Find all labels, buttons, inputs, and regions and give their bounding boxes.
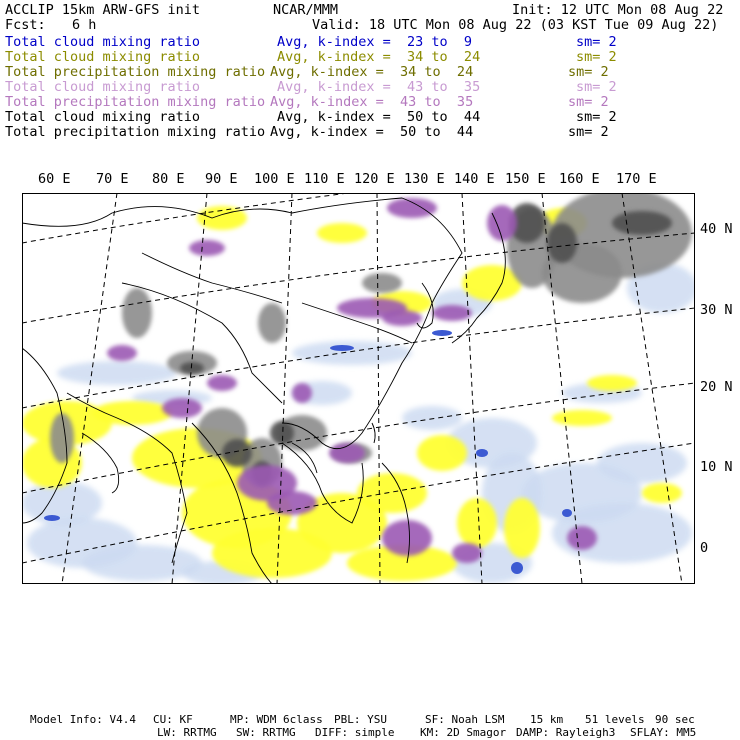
field-smoothing: sm= 2 [576, 109, 617, 125]
lat-label: 10 N [700, 459, 733, 475]
lat-label: 0 [700, 540, 709, 556]
field-range: Avg, k-index = 43 to 35 [270, 94, 474, 110]
lon-label: 70 E [96, 171, 129, 187]
lon-label: 90 E [205, 171, 238, 187]
field-name: Total precipitation mixing ratio [5, 124, 266, 140]
lon-label: 120 E [354, 171, 395, 187]
footer-resolution: 15 km [530, 713, 564, 726]
lon-label: 140 E [454, 171, 495, 187]
footer-km: KM: 2D Smagor [420, 726, 507, 739]
lon-label: 170 E [616, 171, 657, 187]
footer-mp: MP: WDM 6class [230, 713, 323, 726]
field-range: Avg, k-index = 34 to 24 [277, 49, 481, 65]
footer-damp: DAMP: Rayleigh3 [516, 726, 616, 739]
field-name: Total cloud mixing ratio [5, 49, 201, 65]
footer-pbl: PBL: YSU [334, 713, 387, 726]
lon-label: 130 E [404, 171, 445, 187]
field-smoothing: sm= 2 [576, 49, 617, 65]
valid-time: Valid: 18 UTC Mon 08 Aug 22 (03 KST Tue 09 Aug 22) [312, 17, 719, 33]
footer-lw: LW: RRTMG [157, 726, 217, 739]
forecast-label: Fcst: [5, 17, 46, 33]
field-name: Total cloud mixing ratio [5, 79, 201, 95]
field-range: Avg, k-index = 34 to 24 [270, 64, 474, 80]
lon-label: 160 E [559, 171, 600, 187]
field-range: Avg, k-index = 50 to 44 [277, 109, 481, 125]
organization: NCAR/MMM [273, 2, 339, 18]
footer-model-info: Model Info: V4.4 [30, 713, 136, 726]
init-time: Init: 12 UTC Mon 08 Aug 22 [512, 2, 724, 18]
model-title: ACCLIP 15km ARW-GFS init [5, 2, 201, 18]
footer-sw: SW: RRTMG [236, 726, 296, 739]
lat-label: 20 N [700, 379, 733, 395]
field-range: Avg, k-index = 23 to 9 [277, 34, 473, 50]
lon-label: 150 E [505, 171, 546, 187]
footer-timestep: 90 sec [655, 713, 695, 726]
footer-diff: DIFF: simple [315, 726, 395, 739]
forecast-hour: 6 h [72, 17, 97, 33]
field-smoothing: sm= 2 [568, 64, 609, 80]
field-smoothing: sm= 2 [576, 34, 617, 50]
lat-label: 30 N [700, 302, 733, 318]
footer-levels: 51 levels [585, 713, 645, 726]
lon-label: 80 E [152, 171, 185, 187]
lon-label: 110 E [304, 171, 345, 187]
field-range: Avg, k-index = 43 to 35 [277, 79, 481, 95]
field-name: Total cloud mixing ratio [5, 34, 201, 50]
field-range: Avg, k-index = 50 to 44 [270, 124, 474, 140]
field-name: Total cloud mixing ratio [5, 109, 201, 125]
footer-sflay: SFLAY: MM5 [630, 726, 697, 739]
footer-sf: SF: Noah LSM [425, 713, 505, 726]
lat-label: 40 N [700, 221, 733, 237]
lon-label: 100 E [254, 171, 295, 187]
field-smoothing: sm= 2 [568, 124, 609, 140]
field-name: Total precipitation mixing ratio [5, 64, 266, 80]
field-smoothing: sm= 2 [568, 94, 609, 110]
field-smoothing: sm= 2 [576, 79, 617, 95]
footer-cu: CU: KF [153, 713, 193, 726]
field-name: Total precipitation mixing ratio [5, 94, 266, 110]
lon-label: 60 E [38, 171, 71, 187]
forecast-map [22, 193, 695, 584]
